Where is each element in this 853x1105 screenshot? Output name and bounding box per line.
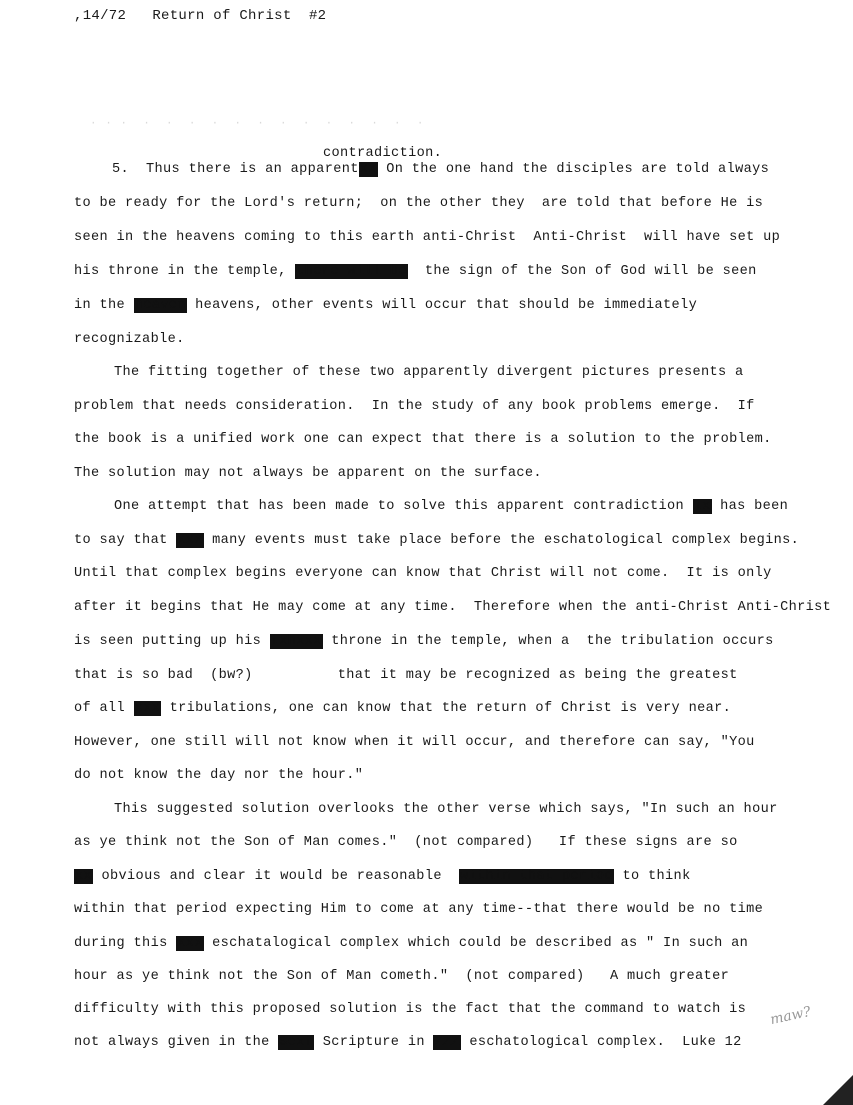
header-title: Return of Christ: [152, 8, 292, 24]
struck-text: ZZZ: [434, 1035, 460, 1050]
header-date: ,14/72: [74, 8, 127, 24]
struck-text: ix: [693, 499, 711, 514]
header-number: #2: [308, 8, 327, 24]
text-line: 5. Thus there is an apparentxx On the one hand the disciples are told always: [112, 162, 770, 177]
struck-text: Sext: [279, 1035, 314, 1050]
text-line: his throne in the temple, there will be the sign of the Son of God will be seen: [74, 264, 757, 279]
text-line: of all xxx tribulations, one can know that the return of Christ is very near.: [74, 701, 732, 716]
struck-text: xx: [359, 162, 377, 177]
struck-text: txhxxx: [270, 634, 322, 649]
text-line: is seen putting up his txhxxx throne in the temple, when a the tribulation occurs: [74, 634, 774, 649]
struck-text: within that period: [459, 869, 613, 884]
text-line: The solution may not always be apparent on the surface.: [74, 466, 542, 481]
handwritten-marginalia: maw?: [768, 1003, 813, 1029]
heading-contradiction: contradiction.: [323, 146, 443, 161]
text-line: Until that complex begins everyone can know that Christ will not come. It is only: [74, 566, 772, 581]
text-line: However, one still will not know when it will occur, and therefore can say, "You: [74, 735, 755, 750]
text-line: as ye think not the Son of Man comes." (not compared) If these signs are so: [74, 835, 738, 850]
struck-text: there will be: [296, 264, 407, 279]
text-line: to be ready for the Lord's return; on the other they are told that before He is: [74, 196, 764, 211]
text-line: recognizable.: [74, 332, 185, 347]
struck-text: xxx: [177, 533, 203, 548]
struck-text: xx: [75, 869, 93, 884]
text-line: xx obvious and clear it would be reasonable within that period to think: [75, 869, 691, 884]
text-line: during this xxx eschatalogical complex which could be described as " In such an: [74, 936, 749, 951]
text-line: the book is a unified work one can expect that there is a solution to the problem.: [74, 432, 772, 447]
text-line: after it begins that He may come at any time. Therefore when the anti-Christ Anti-Christ: [74, 600, 832, 615]
text-line: do not know the day nor the hour.": [74, 768, 364, 783]
page-header: [74, 8, 326, 24]
text-line: One attempt that has been made to solve this apparent contradiction ix has been: [114, 499, 789, 514]
page-corner-fold: [823, 1075, 853, 1105]
text-line: within that period expecting Him to come at any time--that there would be no time: [74, 902, 764, 917]
text-line: that is so bad (bw?) that it may be recognized as being the greatest: [74, 668, 738, 683]
text-line: to say that xxx many events must take place before the eschatological complex begins.: [74, 533, 800, 548]
struck-text: heaven: [134, 298, 186, 313]
text-line: problem that needs consideration. In the study of any book problems emerge. If: [74, 399, 755, 414]
bleed-through-text: · · · · · · · · · · · · · · · ·: [90, 118, 425, 130]
text-line: seen in the heavens coming to this earth anti-Christ Anti-Christ will have set up: [74, 230, 781, 245]
struck-text: xxx: [177, 936, 203, 951]
struck-text: xxx: [134, 701, 161, 716]
text-line: not always given in the Sext Scripture in ZZZ eschatological complex. Luke 12: [74, 1035, 742, 1050]
text-line: The fitting together of these two apparently divergent pictures presents a: [114, 365, 744, 380]
text-line: This suggested solution overlooks the other verse which says, "In such an hour: [114, 802, 778, 817]
text-line: difficulty with this proposed solution is the fact that the command to watch is: [74, 1002, 747, 1017]
text-line: in the heaven heavens, other events will occur that should be immediately: [74, 298, 698, 313]
text-line: hour as ye think not the Son of Man cometh." (not compared) A much greater: [74, 969, 730, 984]
